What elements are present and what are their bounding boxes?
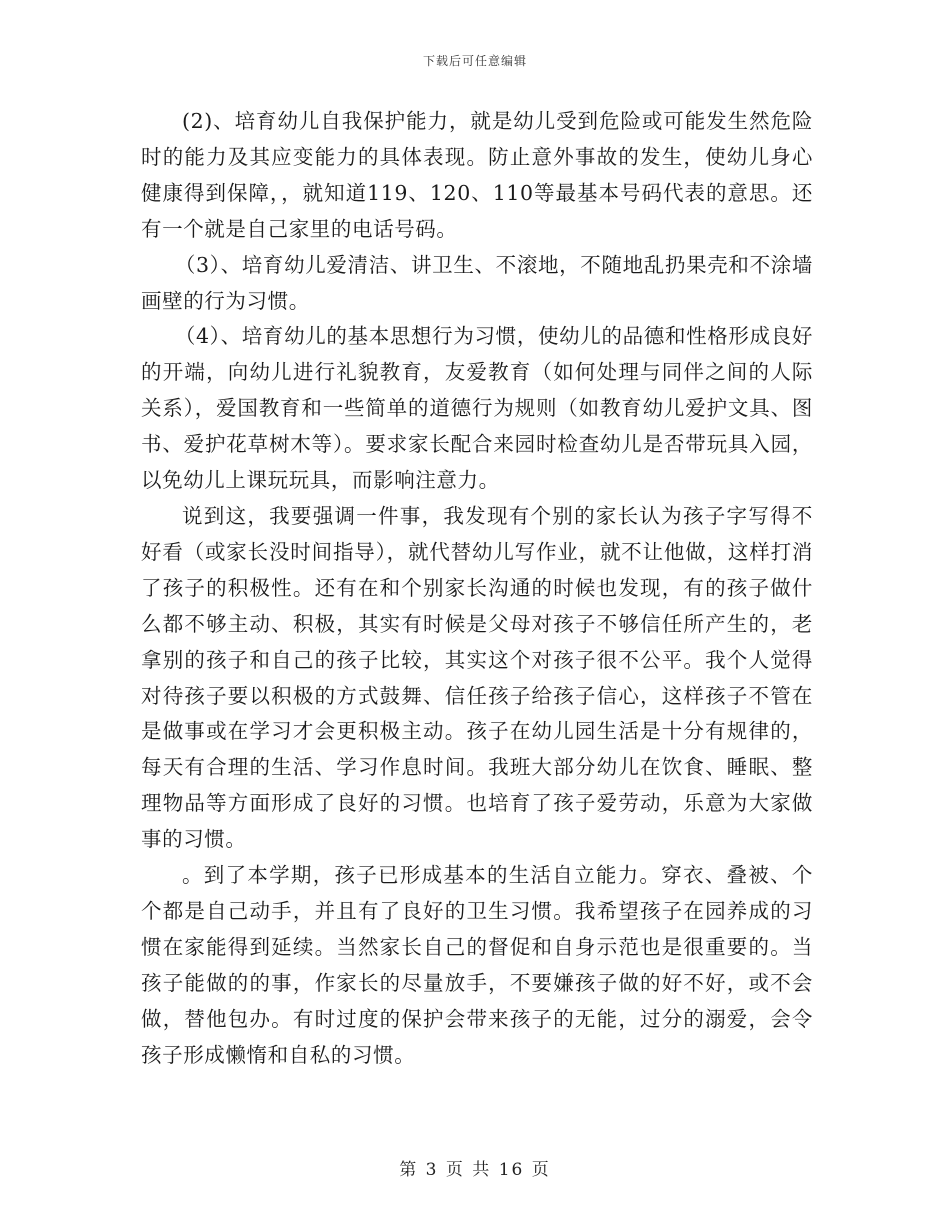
paragraph-parent-trust: 说到这，我要强调一件事，我发现有个别的家长认为孩子字写得不好看（或家长没时间指导），就代替幼儿写作业，就不让他做，这样打消了孩子的积极性。还有在和个别家长沟通的时候也发现，有的孩子做什么都不够主动、积极，其实有时候是父母对孩子不够信任所产生的，老拿别的孩子和自己的孩子比较，其实这个对孩子很不公平。我个人觉得对待孩子要以积极的方式鼓舞、信任孩子给孩子信心，这样孩子不管在是做事或在学习才会更积极主动。孩子在幼儿园生活是十分有规律的，每天有合理的生活、学习作息时间。我班大部分幼儿在饮食、睡眠、整理物品等方面形成了良好的习惯。也培育了孩子爱劳动，乐意为大家做事的习惯。 bbox=[141, 503, 813, 852]
page-header: 下载后可任意编辑 bbox=[422, 54, 527, 68]
paragraph-self-protection: (2)、培育幼儿自我保护能力，就是幼儿受到危险或可能发生然危险时的能力及其应变能力的具体表现。防止意外事故的发生，使幼儿身心健康得到保障，，就知道119、120、110等最基本号码代表的意思。还有一个就是自己家里的电话号码。 bbox=[141, 109, 813, 241]
paragraph-moral-behavior: （4）、培育幼儿的基本思想行为习惯，使幼儿的品德和性格形成良好的开端，向幼儿进行礼貌教育，友爱教育（如何处理与同伴之间的人际关系），爱国教育和一些简单的道德行为规则（如教育幼儿爱护文具、图书、爱护花草树木等）。要求家长配合来园时检查幼儿是否带玩具入园，以免幼儿上课玩玩具，而影响注意力。 bbox=[141, 324, 813, 493]
document-body bbox=[141, 104, 813, 1073]
paragraph-hygiene: （3）、培育幼儿爱清洁、讲卫生、不滚地，不随地乱扔果壳和不涂墙画壁的行为习惯。 bbox=[141, 252, 813, 313]
page-number-footer: 第 3 页 共 16 页 bbox=[399, 1160, 551, 1180]
paragraph-self-reliance: 。到了本学期，孩子已形成基本的生活自立能力。穿衣、叠被、个个都是自己动手，并且有了良好的卫生习惯。我希望孩子在园养成的习惯在家能得到延续。当然家长自己的督促和自身示范也是很重要的。当孩子能做的的事，作家长的尽量放手，不要嫌孩子做的好不好，或不会做，替他包办。有时过度的保护会带来孩子的无能，过分的溺爱，会令孩子形成懒惰和自私的习惯。 bbox=[141, 863, 813, 1067]
